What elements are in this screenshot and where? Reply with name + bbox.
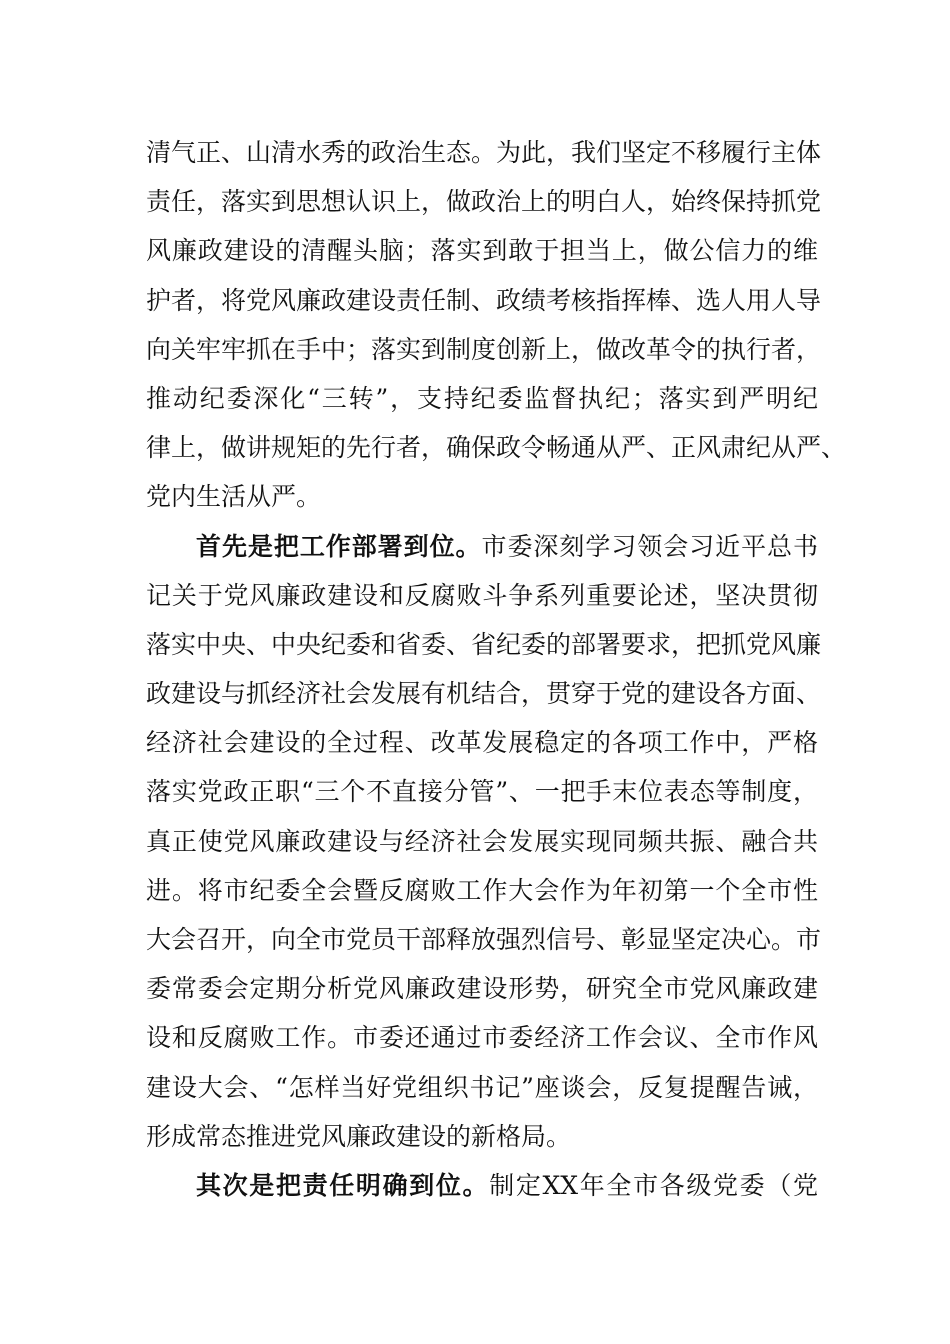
text-line: 落实党政正职“三个不直接分管”、一把手末位表态等制度， [146, 777, 818, 807]
text-run: 制定XX年全市各级党委（党 [489, 1170, 818, 1200]
text-run: 市委深刻学习领会习近平总书 [481, 531, 818, 561]
paragraph-first-line [146, 1161, 818, 1210]
paragraph-first-line [146, 522, 818, 571]
text-line: 形成常态推进党风廉政建设的新格局。 [146, 1121, 572, 1151]
text-line: 清气正、山清水秀的政治生态。为此，我们坚定不移履行主体 [146, 138, 822, 167]
text-line: 党内生活从严。 [146, 482, 322, 512]
text-line: 经济社会建设的全过程、改革发展稳定的各项工作中，严格 [146, 728, 818, 758]
text-line: 推动纪委深化“三转”，支持纪委监督执纪；落实到严明纪 [146, 383, 818, 413]
paragraph-3 [146, 1161, 818, 1210]
text-line: 律上，做讲规矩的先行者，确保政令畅通从严、正风肃纪从严、 [146, 433, 847, 463]
paragraph-1 [146, 128, 847, 522]
text-line: 护者，将党风廉政建设责任制、政绩考核指挥棒、选人用人导 [146, 285, 822, 315]
text-line: 向关牢牢抓在手中；落实到制度创新上，做改革令的执行者， [146, 334, 822, 364]
paragraph-heading: 首先是把工作部署到位。 [196, 531, 482, 561]
text-line: 风廉政建设的清醒头脑；落实到敢于担当上，做公信力的维 [146, 236, 818, 266]
text-line: 委常委会定期分析党风廉政建设形势，研究全市党风廉政建 [146, 974, 818, 1004]
text-line: 进。将市纪委全会暨反腐败工作大会作为年初第一个全市性 [146, 875, 818, 905]
paragraph-heading: 其次是把责任明确到位。 [196, 1170, 490, 1200]
text-line: 责任，落实到思想认识上，做政治上的明白人，始终保持抓党 [146, 187, 822, 217]
text-line: 记关于党风廉政建设和反腐败斗争系列重要论述，坚决贯彻 [146, 580, 818, 610]
text-line: 大会召开，向全市党员干部释放强烈信号、彰显坚定决心。市 [146, 925, 822, 954]
text-line: 落实中央、中央纪委和省委、省纪委的部署要求，把抓党风廉 [146, 629, 822, 659]
text-line: 设和反腐败工作。市委还通过市委经济工作会议、全市作风 [146, 1023, 818, 1053]
text-line: 真正使党风廉政建设与经济社会发展实现同频共振、融合共 [146, 826, 818, 856]
document-body [146, 128, 847, 1210]
text-line: 政建设与抓经济社会发展有机结合，贯穿于党的建设各方面、 [146, 679, 822, 709]
text-line: 建设大会、“怎样当好党组织书记”座谈会，反复提醒告诫， [146, 1072, 818, 1102]
paragraph-2 [146, 522, 822, 1161]
